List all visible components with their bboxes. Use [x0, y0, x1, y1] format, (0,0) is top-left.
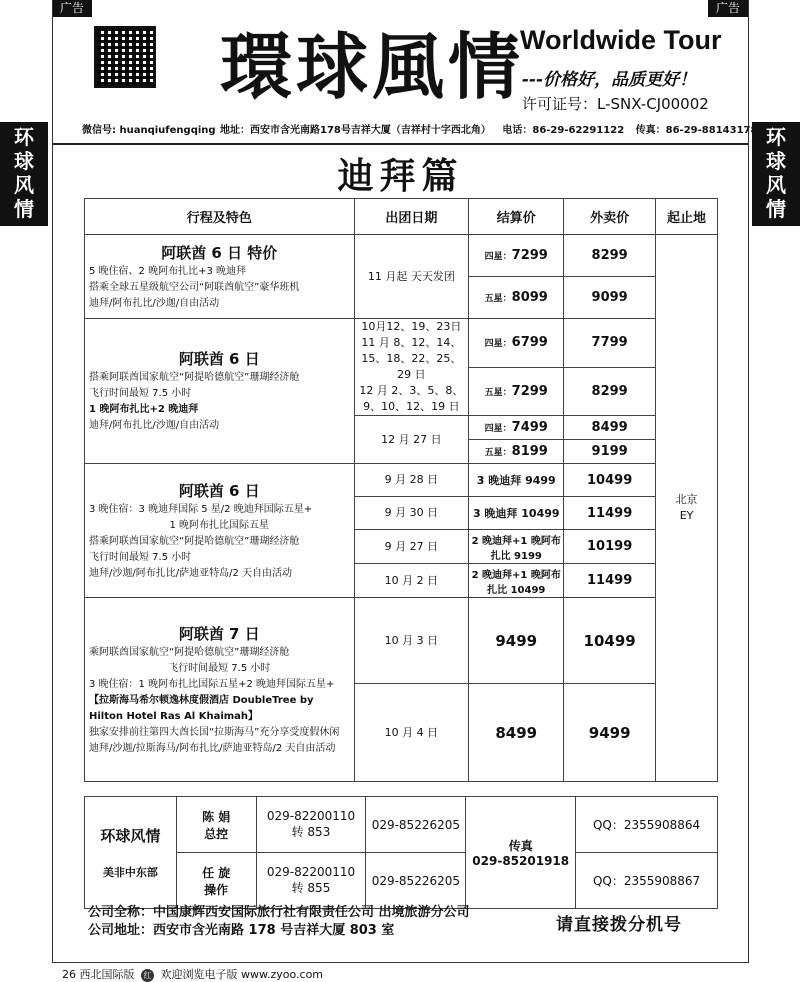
settle-price: 9499	[469, 598, 564, 684]
settle-value: 7299	[511, 248, 548, 263]
retail-price: 9499	[564, 684, 656, 782]
trip-line: 搭乘阿联酋国家航空“阿提哈德航空”珊瑚经济舱	[89, 372, 300, 383]
contact-qq: QQ：2355908864	[576, 797, 718, 853]
brand-english: Worldwide Tour	[520, 25, 722, 55]
trip-line: 迪拜/沙迦/阿布扎比/萨迪亚特岛/2 天自由活动	[89, 567, 293, 579]
column-header: 结算价	[469, 199, 564, 235]
settle-price	[469, 277, 564, 319]
fax: 传真：86-29-88143178	[635, 125, 758, 136]
contact-row	[85, 797, 718, 853]
license-number: 许可证号：L-SNX-CJ00002	[522, 95, 709, 113]
contact-table	[84, 796, 718, 909]
contact-row	[85, 853, 718, 909]
trip-line: 迪拜/阿布扎比/沙迦/自由活动	[89, 297, 220, 309]
fax-number: 029-85201918	[472, 854, 570, 868]
departure-date: 10 月 2 日	[354, 564, 469, 598]
settle-price	[469, 235, 564, 277]
person-name: 陈 娟	[202, 809, 231, 824]
settle-price	[469, 416, 564, 440]
phone: 电话：86-29-62291122	[502, 125, 625, 136]
side-char: 风	[766, 173, 786, 197]
departure-date	[354, 319, 469, 416]
table-row	[85, 598, 718, 684]
retail-price: 9199	[564, 440, 656, 464]
settle-value: 8099	[511, 290, 548, 305]
contact-qq: QQ：2355908867	[576, 853, 718, 909]
trip-line: 飞行时间最短 7.5 小时	[89, 551, 192, 563]
trip-line: 3 晚住宿：1 晚阿布扎比国际五星+2 晚迪拜国际五星+	[89, 678, 335, 690]
qr-code-icon	[94, 26, 156, 88]
department: 美非中东部	[102, 866, 158, 879]
trip-title: 阿联酋 6 日 特价	[161, 243, 278, 262]
hotel-grade: 五星：	[484, 294, 512, 304]
trip-line: 迪拜/阿布扎比/沙迦/自由活动	[89, 420, 220, 431]
side-tab-right	[752, 122, 800, 226]
trip-line: 飞行时间最短 7.5 小时	[89, 388, 192, 399]
retail-price: 10199	[564, 530, 656, 564]
address: 地址：西安市含光南路178号吉祥大厦（吉祥村十字西北角）	[220, 125, 491, 136]
trip-description	[85, 235, 355, 319]
fax-label: 传真	[508, 839, 533, 853]
date-line: 12 月 2、3、5、8、	[359, 384, 464, 397]
side-tab-left	[0, 122, 48, 226]
side-char: 环	[766, 125, 786, 149]
trip-line: 搭乘全球五星级航空公司“阿联酋航空”豪华班机	[89, 281, 300, 293]
trip-title: 阿联酋 6 日	[178, 350, 260, 368]
trip-title: 阿联酋 6 日	[178, 481, 260, 500]
contact-brand	[85, 797, 177, 909]
retail-price: 8299	[564, 235, 656, 277]
column-header: 出团日期	[354, 199, 469, 235]
edition-label: 西北国际版	[79, 968, 135, 981]
extension-callout: 请直接拨分机号	[556, 915, 682, 935]
hotel-grade: 四星：	[484, 252, 512, 262]
side-char: 情	[766, 197, 786, 221]
retail-price: 11499	[564, 497, 656, 530]
side-char: 环	[14, 125, 34, 149]
retail-price: 8299	[564, 367, 656, 416]
trip-description	[85, 464, 355, 598]
trip-line: 【拉斯海马希尔顿逸林度假酒店 DoubleTree by Hilton Hotel Ras Al Khaimah】	[89, 694, 314, 722]
table-row	[85, 464, 718, 497]
settle-value: 7499	[511, 420, 548, 435]
slogan: ---价格好，品质更好！	[522, 70, 697, 90]
settle-price	[469, 319, 564, 368]
settle-value: 8199	[511, 444, 548, 459]
person-name: 任 旋	[202, 865, 231, 880]
date-line: 15、18、22、25、	[361, 352, 462, 365]
publisher-logo-icon: 红	[141, 969, 154, 982]
trip-line: 飞行时间最短 7.5 小时	[168, 662, 271, 674]
settle-value: 7299	[511, 383, 548, 399]
header	[52, 17, 758, 145]
table-row	[85, 235, 718, 277]
trip-line: 1 晚阿布扎比国际五星	[169, 519, 270, 531]
departure-date: 9 月 27 日	[354, 530, 469, 564]
contact-person	[176, 797, 256, 853]
date-line: 10月12、19、23日	[361, 320, 462, 333]
departure-date: 10 月 4 日	[354, 684, 469, 782]
departure-date: 9 月 30 日	[354, 497, 469, 530]
settle-price: 3 晚迪拜 10499	[469, 497, 564, 530]
retail-price: 7799	[564, 319, 656, 368]
tel-number: 029-82200110	[266, 809, 356, 823]
footer	[62, 966, 323, 982]
contact-fax	[466, 797, 576, 909]
date-line: 11 月 8、12、14、	[361, 336, 462, 349]
trip-line: 独家安排前往第四大酋长国“拉斯海马”充分享受度假休闲	[89, 726, 340, 738]
side-char: 球	[766, 149, 786, 173]
tel-number: 029-82200110	[266, 865, 356, 879]
trip-line: 迪拜/沙迦/拉斯海马/阿布扎比/萨迪亚特岛/2 天自由活动	[89, 742, 336, 754]
settle-price: 3 晚迪拜 9499	[469, 464, 564, 497]
retail-price: 10499	[564, 598, 656, 684]
hotel-grade: 四星：	[484, 339, 512, 350]
ad-label-right: 广告	[708, 0, 748, 17]
side-char: 情	[14, 197, 34, 221]
settle-price	[469, 440, 564, 464]
page-title: 迪拜篇	[337, 155, 464, 197]
contact-tel	[256, 797, 366, 853]
price-table	[84, 198, 718, 782]
header-contact	[220, 121, 765, 136]
person-role: 总控	[204, 826, 229, 841]
departure-date: 11 月起 天天发团	[354, 235, 469, 319]
column-header: 外卖价	[564, 199, 656, 235]
trip-line: 5 晚住宿、2 晚阿布扎比+3 晚迪拜	[89, 265, 247, 277]
retail-price: 8499	[564, 416, 656, 440]
contact-tel2: 029-85226205	[366, 853, 466, 909]
date-line: 29 日	[397, 368, 426, 381]
trip-description	[85, 319, 355, 464]
contact-person	[176, 853, 256, 909]
trip-line: 3 晚住宿：3 晚迪拜国际 5 星/2 晚迪拜国际五星+	[89, 503, 313, 515]
trip-title: 阿联酋 7 日	[178, 624, 260, 643]
date-line: 9、10、12、19 日	[363, 400, 460, 413]
trip-description	[85, 598, 355, 782]
settle-value: 6799	[511, 335, 548, 351]
settle-price: 2 晚迪拜+1 晚阿布扎比 10499	[469, 564, 564, 598]
airline-code: EY	[679, 509, 694, 522]
side-char: 风	[14, 173, 34, 197]
departure-date: 10 月 3 日	[354, 598, 469, 684]
retail-price: 9099	[564, 277, 656, 319]
hotel-grade: 五星：	[484, 448, 512, 458]
footer-link-text[interactable]: 欢迎浏览电子版 www.zyoo.com	[160, 968, 324, 981]
footer-divider	[52, 962, 749, 963]
settle-price: 8499	[469, 684, 564, 782]
trip-line: 搭乘阿联酋国家航空“阿提哈德航空”珊瑚经济舱	[89, 535, 300, 547]
table-header-row	[85, 199, 718, 235]
person-role: 操作	[204, 882, 229, 897]
company-info	[88, 904, 470, 940]
contact-tel	[256, 853, 366, 909]
settle-price: 2 晚迪拜+1 晚阿布扎比 9199	[469, 530, 564, 564]
company-name: 公司全称：中国康辉西安国际旅行社有限责任公司 出境旅游分公司	[88, 905, 470, 920]
table-row	[85, 319, 718, 368]
departure-date: 12 月 27 日	[354, 416, 469, 464]
page-number: 26	[62, 968, 76, 981]
settle-price	[469, 367, 564, 416]
origin-cell	[656, 235, 718, 782]
hotel-grade: 五星：	[484, 387, 512, 398]
trip-line: 乘阿联酋国家航空“阿提哈德航空”珊瑚经济舱	[89, 646, 290, 658]
company-address: 公司地址：西安市含光南路 178 号吉祥大厦 803 室	[88, 923, 395, 938]
origin-city: 北京	[675, 493, 698, 506]
ad-label-left: 广告	[52, 0, 92, 17]
tel-ext: 转 853	[291, 825, 331, 839]
column-header: 起止地	[656, 199, 718, 235]
contact-tel2: 029-85226205	[366, 797, 466, 853]
column-header: 行程及特色	[85, 199, 355, 235]
brand-logo: 環球風情	[220, 24, 525, 109]
retail-price: 11499	[564, 564, 656, 598]
wechat-id: 微信号: huanqiufengqing	[82, 125, 216, 136]
side-char: 球	[14, 149, 34, 173]
trip-line: 1 晚阿布扎比+2 晚迪拜	[89, 404, 199, 415]
departure-date: 9 月 28 日	[354, 464, 469, 497]
tel-ext: 转 855	[291, 881, 331, 895]
contact-brand-name: 环球风情	[100, 827, 161, 845]
hotel-grade: 四星：	[484, 424, 512, 434]
retail-price: 10499	[564, 464, 656, 497]
